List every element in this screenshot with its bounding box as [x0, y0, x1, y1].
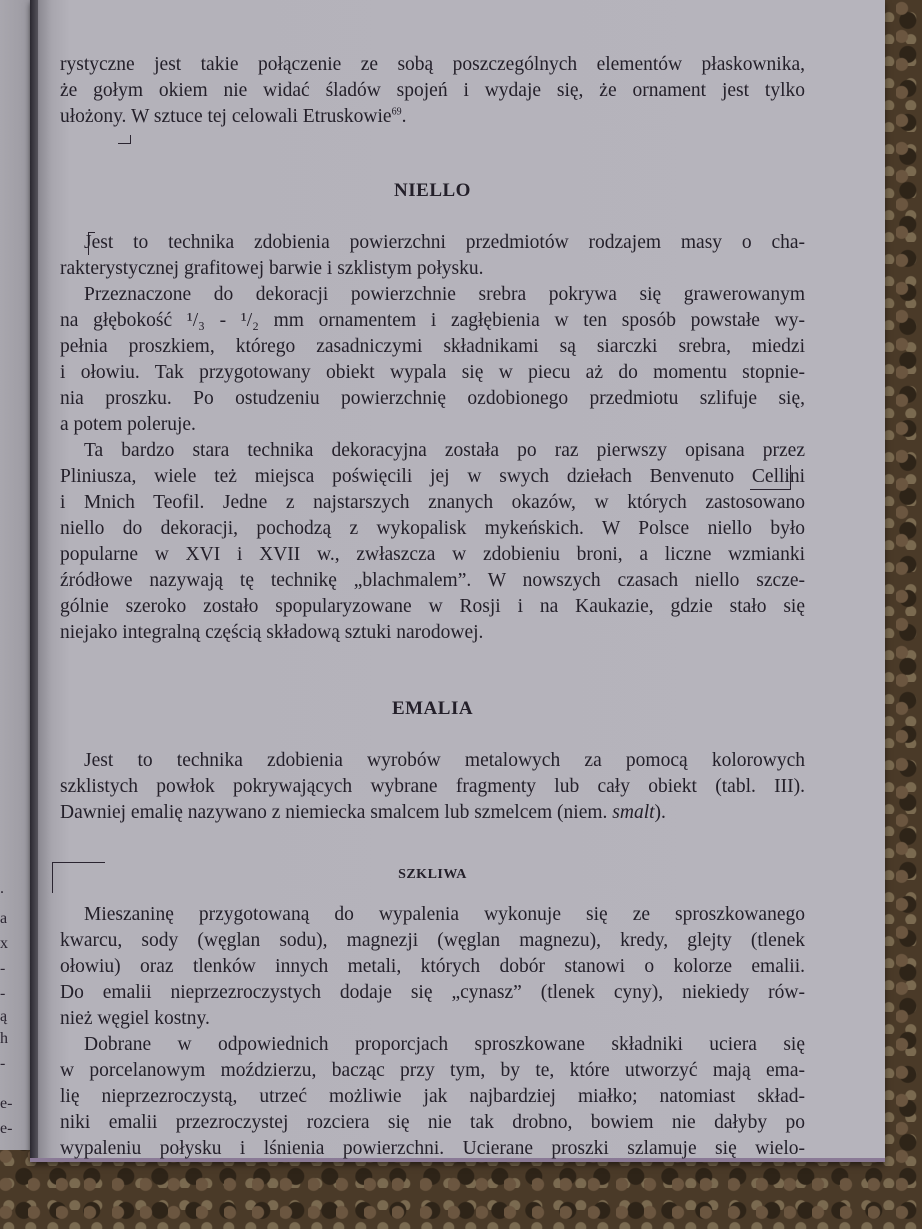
book-page — [30, 0, 885, 1162]
emalia-section — [60, 696, 805, 826]
section-heading-emalia: EMALIA — [391, 698, 474, 719]
text-line: na głębokość ¹/₃ - ¹/₂ mm ornamentem i zagłębienia w ten sposób powstałe wy- — [60, 310, 805, 331]
text-line: ołowiu) oraz tlenków innych metali, których dobór stanowi o kolorze emalii. — [60, 956, 805, 977]
text-line: pełnia proszkiem, którego zasadniczymi składnikami są siarczki srebra, miedzi — [60, 336, 805, 357]
prev-page-fragment: - — [0, 1055, 6, 1072]
paragraph — [60, 282, 805, 438]
text-line: Przeznaczone do dekoracji powierzchnie srebra pokrywa się grawerowanym — [84, 284, 805, 305]
text-line: wypaleniu połysku i lśnienia powierzchni. Ucierane proszki szlamuje się wielo- — [60, 1138, 805, 1159]
text-line: a potem poleruje. — [60, 414, 196, 435]
page-text — [60, 52, 805, 1162]
text-line: popularne w XVI i XVII w., zwłaszcza w zdobieniu broni, a liczne wzmianki — [60, 544, 805, 565]
paragraph — [60, 1032, 805, 1162]
prev-page-fragment: ą — [0, 1008, 8, 1025]
text-line: niki emalii przezroczystej rozciera się nie tak drobno, bowiem nie dałyby po — [60, 1112, 805, 1133]
text-line: kwarcu, sody (węglan sodu), magnezji (węglan magnezu), kredy, glejty (tlenek — [60, 930, 805, 951]
text-line: i ołowiu. Tak przygotowany obiekt wypala się w piecu aż do momentu stopnie- — [60, 362, 805, 383]
paragraph — [60, 748, 805, 826]
text-line: i Mnich Teofil. Jedne z najstarszych znanych okazów, w których zastosowano — [60, 492, 805, 513]
intro-section — [60, 52, 805, 130]
text-line: rakterystycznej grafitowej barwie i szklistym połysku. — [60, 258, 484, 279]
prev-page-fragment: e- — [0, 1095, 13, 1112]
text-line: ułożony. W sztuce tej celowali Etruskowie$^{69}$. — [60, 106, 407, 127]
prev-page-fragment: e- — [0, 1120, 13, 1137]
text-line: niello do dekoracji, pochodzą z wykopalisk mykeńskich. W Polsce niello było — [60, 518, 805, 539]
text-line: Jest to technika zdobienia powierzchni przedmiotów rodzajem masy o cha- — [84, 232, 805, 253]
text-line: Do emalii nieprzezroczystych dodaje się „cynasz” (tlenek cyny), niekiedy rów- — [60, 982, 805, 1003]
paragraph — [60, 438, 805, 646]
prev-page-fragment: - — [0, 960, 6, 977]
szkliwa-section — [60, 862, 805, 1162]
text-line: nież węgiel kostny. — [60, 1008, 210, 1029]
niello-section — [60, 178, 805, 646]
prev-page-fragment: . — [0, 880, 4, 897]
book-spine-shadow — [30, 0, 38, 1158]
section-heading-szkliwa: SZKLIWA — [398, 867, 467, 882]
text-line: szklistych powłok pokrywających wybrane fragmenty lub cały obiekt (tabl. III). — [60, 776, 805, 797]
text-line: rystyczne jest takie połączenie ze sobą poszczególnych elementów płaskownika, — [60, 54, 805, 75]
footnote-reference: 69 — [391, 106, 402, 118]
italic-term: smalt — [612, 802, 655, 823]
text-line: Mieszaninę przygotowaną do wypalenia wykonuje się ze sproszkowanego — [84, 904, 805, 925]
prev-page-fragment: - — [0, 985, 6, 1002]
section-heading-niello: NIELLO — [394, 180, 471, 201]
paragraph — [60, 902, 805, 1032]
text-line: źródłowe nazywają tę technikę „blachmalem”. W nowszych czasach niello szcze- — [60, 570, 805, 591]
text-line: w porcelanowym moździerzu, bacząc przy tym, by te, które utworzyć mają ema- — [60, 1060, 805, 1081]
prev-page-fragment: x — [0, 935, 8, 952]
text-line: Dawniej emalię nazywano z niemiecka smalcem lub szmelcem (niem. smalt). — [60, 802, 666, 823]
text-line: nia proszku. Po ostudzeniu powierzchnię ozdobionego przedmiotu szlifuje się, — [60, 388, 805, 409]
paragraph — [60, 230, 805, 282]
text-line: Dobrane w odpowiednich proporcjach sproszkowane składniki uciera się — [84, 1034, 805, 1055]
prev-page-fragment: h — [0, 1030, 8, 1047]
text-line: że gołym okiem nie widać śladów spojeń i wydaje się, że ornament jest tylko — [60, 80, 805, 101]
text-line: Ta bardzo stara technika dekoracyjna została po raz pierwszy opisana przez — [84, 440, 805, 461]
text-line: lię nieprzezroczystą, utrzeć możliwie jak najbardziej miałko; natomiast skład- — [60, 1086, 805, 1107]
text-line: niejako integralną częścią składową sztuki narodowej. — [60, 622, 484, 643]
prev-page-fragment: a — [0, 910, 8, 927]
text-line: Jest to technika zdobienia wyrobów metalowych za pomocą kolorowych — [84, 750, 805, 771]
text-line: Pliniusza, wiele też miejsca poświęcili jej w swych dziełach Benvenuto Cellini — [60, 466, 805, 487]
text-line: gólnie szeroko zostało spopularyzowane w Rosji i na Kaukazie, gdzie stało się — [60, 596, 805, 617]
